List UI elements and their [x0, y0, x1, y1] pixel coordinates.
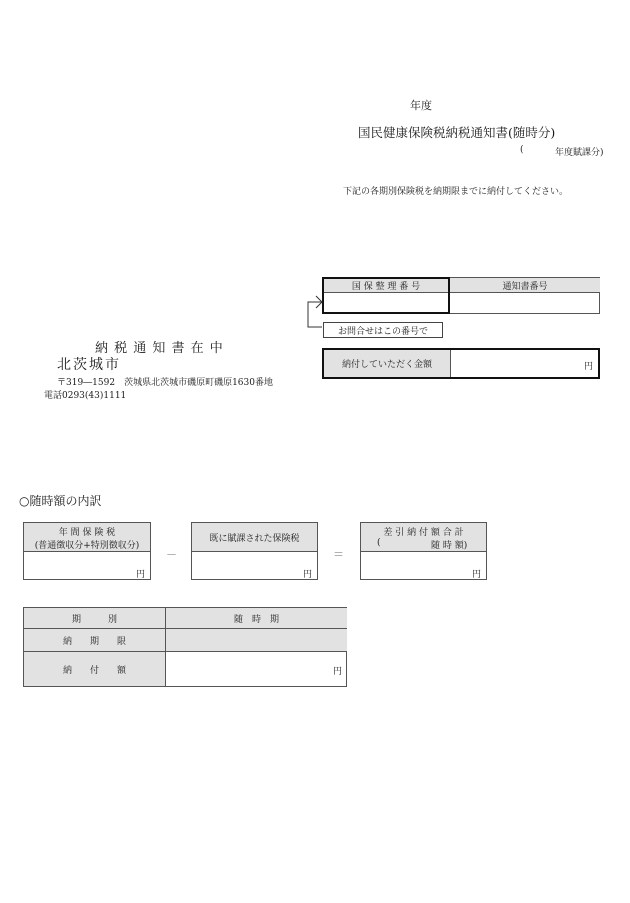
fiscal-year-open-paren: ( — [520, 145, 524, 155]
annual-tax-box — [23, 522, 151, 580]
kokuho-number-field — [322, 277, 450, 314]
fiscal-year-label: 年度賦課分) — [555, 148, 604, 158]
difference-total-label: 差 引 納 付 額 合 計 — [383, 528, 464, 538]
breakdown-heading: ○随時額の内訳 — [19, 494, 102, 508]
already-assessed-label: 既に賦課された保険税 — [192, 523, 317, 552]
payment-amount-unit: 円 — [583, 362, 593, 372]
annual-tax-header — [24, 523, 150, 552]
city-address: 〒319―1592 茨城県北茨城市磯原町磯原1630番地 — [57, 378, 273, 388]
payment-amount-row-unit: 円 — [332, 667, 342, 677]
period-value: 随 時 期 — [165, 608, 347, 629]
inquiry-label: お問合せはこの番号で — [323, 322, 443, 338]
payment-amount-row-value — [165, 652, 347, 686]
annual-tax-sublabel: (普通徴収分+特別徴収分) — [34, 541, 140, 551]
tsuchisho-number-field — [449, 292, 600, 313]
payment-amount-row-label: 納 付 額 — [24, 652, 165, 686]
deadline-value — [165, 629, 347, 652]
kokuho-label: 国 保 整 理 番 号 — [323, 278, 449, 293]
difference-total-header — [361, 523, 486, 552]
period-label: 期 別 — [24, 608, 165, 629]
annual-tax-unit: 円 — [135, 570, 145, 580]
already-assessed-unit: 円 — [302, 570, 312, 580]
deadline-label: 納 期 限 — [24, 629, 165, 652]
instruction-text: 下記の各期別保険税を納期限までに納付してください。 — [343, 187, 569, 197]
minus-sign: － — [166, 548, 177, 561]
notice-inside-label: 納 税 通 知 書 在 中 — [95, 341, 224, 356]
already-assessed-box — [191, 522, 318, 580]
difference-open-paren: ( — [377, 538, 381, 548]
payment-amount-box — [322, 348, 600, 379]
city-name: 北茨城市 — [57, 357, 121, 373]
difference-sublabel: 随 時 額) — [431, 541, 468, 551]
period-table — [23, 607, 347, 687]
equals-sign: ＝ — [333, 548, 344, 561]
tsuchisho-label: 通知書番号 — [449, 278, 600, 293]
city-phone: 電話0293(43)1111 — [44, 391, 127, 401]
year-label: 年度 — [410, 99, 432, 112]
annual-tax-label: 年 間 保 険 税 — [58, 528, 116, 538]
page-title: 国民健康保険税納税通知書(随時分) — [358, 125, 556, 140]
difference-total-box — [360, 522, 487, 580]
difference-total-unit: 円 — [471, 570, 481, 580]
payment-amount-label: 納付していただく金額 — [324, 350, 451, 377]
